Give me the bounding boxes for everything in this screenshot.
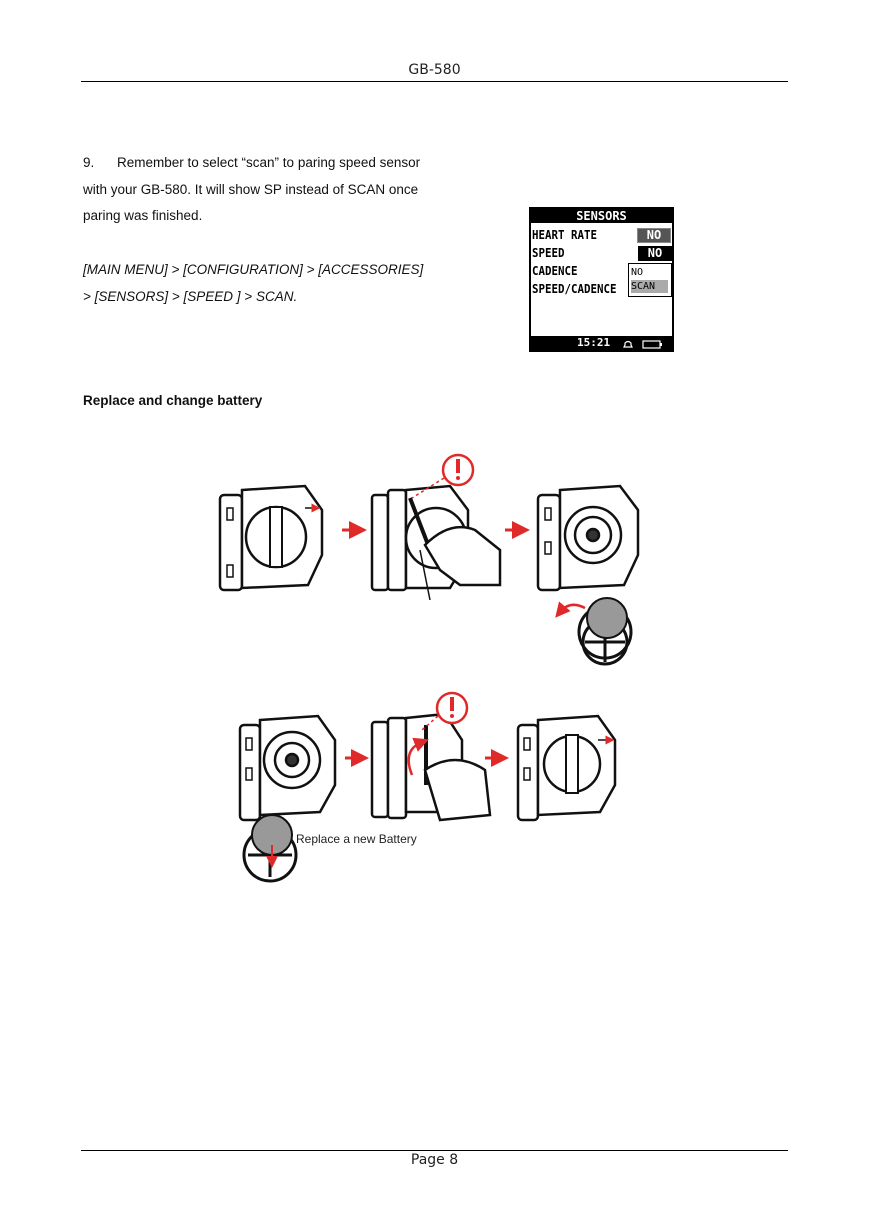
battery-replacement-illustration <box>200 450 670 890</box>
footer-divider <box>81 1150 788 1151</box>
battery-insert-icon <box>244 815 296 881</box>
dropdown-option-no: NO <box>631 267 644 278</box>
screen-row-speed-cadence: SPEED/CADENCE <box>532 282 617 296</box>
sensor-open-icon <box>538 486 638 590</box>
screen-status-bar <box>531 336 672 350</box>
speed-value: NO <box>638 246 672 261</box>
bell-icon <box>624 342 632 348</box>
battery-remove-icon <box>560 598 631 664</box>
step-9-line-3: paring was finished. <box>83 208 203 223</box>
step-9-line-1 <box>83 150 463 176</box>
page-number: Page 8 <box>410 1152 459 1168</box>
screen-row-heart-rate: HEART RATE <box>532 228 598 242</box>
step-text-1: Remember to select “scan” to paring speed sensor <box>117 155 421 170</box>
status-time: 15:21 <box>577 336 611 349</box>
battery-icon <box>643 341 662 348</box>
device-screen <box>529 207 674 352</box>
screen-dropdown <box>628 263 672 297</box>
step-9-line-2: with your GB-580. It will show SP instead of SCAN once <box>83 182 419 197</box>
menu-path-line-1: [MAIN MENU] > [CONFIGURATION] > [ACCESSORIES] <box>83 262 424 277</box>
status-icons <box>623 340 663 349</box>
sensor-closed-icon <box>518 716 615 820</box>
header-divider <box>81 81 788 82</box>
section-heading: Replace and change battery <box>83 393 263 408</box>
sensor-closed-icon <box>220 486 322 590</box>
dropdown-option-scan: SCAN <box>631 280 668 293</box>
screen-title: SENSORS <box>531 209 672 223</box>
menu-path-line-2: > [SENSORS] > [SPEED ] > SCAN. <box>83 289 298 304</box>
battery-caption: Replace a new Battery <box>296 832 417 846</box>
heart-rate-value: NO <box>637 228 671 243</box>
sensor-closing-icon <box>372 714 490 820</box>
screen-row-cadence: CADENCE <box>532 264 578 278</box>
sensor-open-icon <box>240 716 335 820</box>
step-number: 9. <box>83 155 95 170</box>
screen-row-speed: SPEED <box>532 246 565 260</box>
sensor-opening-icon <box>372 486 500 600</box>
page-header-title: GB-580 <box>408 62 461 78</box>
